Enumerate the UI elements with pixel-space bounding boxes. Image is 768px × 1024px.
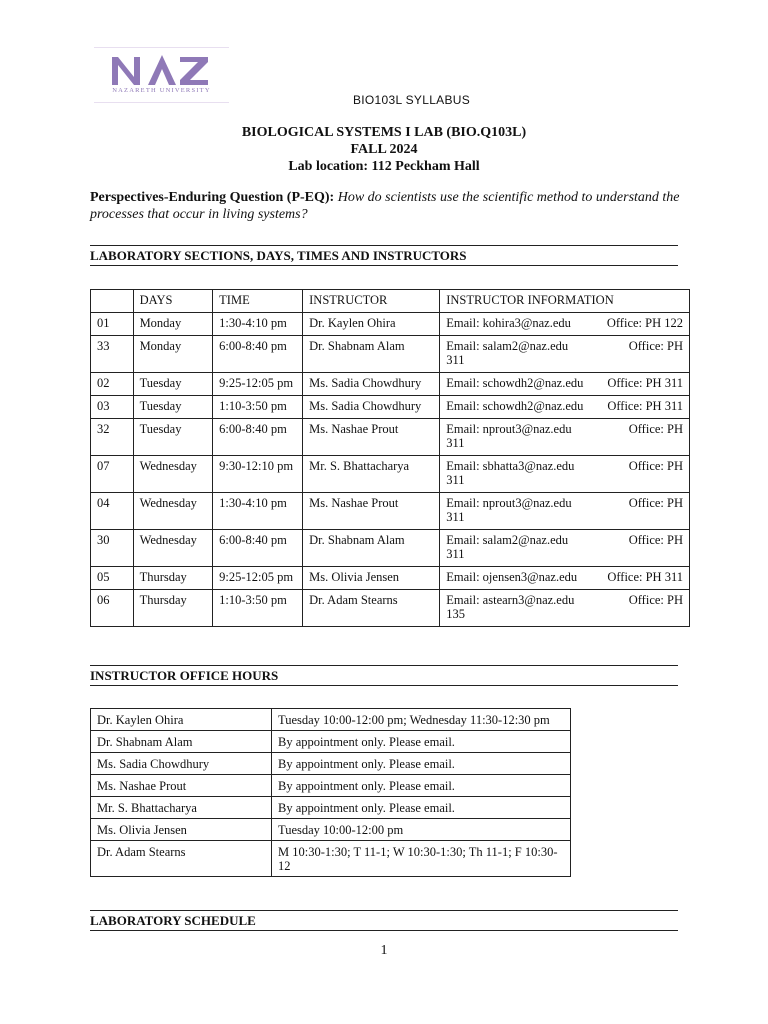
office-hours-cell: Tuesday 10:00-12:00 pm; Wednesday 11:30-12:30 pm [272,709,571,731]
day-cell: Thursday [133,567,213,590]
office-hours-row [91,841,571,877]
section-heading-lab-sections: LABORATORY SECTIONS, DAYS, TIMES AND INSTRUCTORS [90,245,678,266]
lab-sections-table [90,289,690,627]
office-hours-row [91,731,571,753]
email-text: Email: schowdh2@naz.edu [446,399,584,413]
instructor-name-cell: Ms. Sadia Chowdhury [91,753,272,775]
instructor-cell: Dr. Kaylen Ohira [303,313,440,336]
table-row [91,530,690,567]
instructor-cell: Dr. Shabnam Alam [303,336,440,373]
naz-logo-icon [112,55,212,85]
office-text: Office: PH [628,339,683,353]
instructor-info-cell [440,493,690,530]
instructor-info-cell [440,456,690,493]
instructor-info-cell [440,567,690,590]
instructor-cell: Ms. Sadia Chowdhury [303,396,440,419]
table-header-cell: INSTRUCTOR [303,290,440,313]
instructor-info-cell [440,373,690,396]
office-hours-cell: By appointment only. Please email. [272,731,571,753]
instructor-name-cell: Dr. Adam Stearns [91,841,272,877]
instructor-cell: Ms. Olivia Jensen [303,567,440,590]
office-room-text: 311 [446,436,465,450]
instructor-cell: Ms. Nashae Prout [303,419,440,456]
day-cell: Wednesday [133,530,213,567]
office-text: Office: PH [628,496,683,510]
instructor-name-cell: Dr. Kaylen Ohira [91,709,272,731]
office-text: Office: PH 122 [606,316,683,330]
section-number-cell: 01 [91,313,134,336]
office-hours-cell: M 10:30-1:30; T 11-1; W 10:30-1:30; Th 11-1; F 10:30-12 [272,841,571,877]
day-cell: Monday [133,313,213,336]
office-room-text: 311 [446,510,465,524]
instructor-cell: Ms. Nashae Prout [303,493,440,530]
table-row [91,396,690,419]
section-number-cell: 06 [91,590,134,627]
time-cell: 1:30-4:10 pm [213,313,303,336]
instructor-name-cell: Ms. Nashae Prout [91,775,272,797]
instructor-info-cell [440,590,690,627]
instructor-info-cell [440,313,690,336]
office-text: Office: PH 311 [607,570,683,584]
section-number-cell: 04 [91,493,134,530]
table-header-cell: TIME [213,290,303,313]
email-text: Email: astearn3@naz.edu [446,593,575,607]
email-text: Email: kohira3@naz.edu [446,316,571,330]
section-number-cell: 33 [91,336,134,373]
office-hours-row [91,819,571,841]
table-row [91,590,690,627]
section-number-cell: 05 [91,567,134,590]
email-text: Email: nprout3@naz.edu [446,496,572,510]
office-room-text: 311 [446,473,465,487]
instructor-name-cell: Dr. Shabnam Alam [91,731,272,753]
time-cell: 6:00-8:40 pm [213,336,303,373]
table-row [91,373,690,396]
syllabus-header: BIO103L SYLLABUS [352,93,471,107]
email-text: Email: ojensen3@naz.edu [446,570,578,584]
table-header-cell: DAYS [133,290,213,313]
email-text: Email: schowdh2@naz.edu [446,376,584,390]
day-cell: Tuesday [133,373,213,396]
peq-question: How do scientists use the scientific method to understand the processes that occur in living systems? [90,190,680,222]
term-line: FALL 2024 [350,142,418,157]
email-text: Email: salam2@naz.edu [446,533,569,547]
table-row [91,313,690,336]
email-text: Email: salam2@naz.edu [446,339,569,353]
table-header-row [91,290,690,313]
office-hours-table [90,708,571,877]
day-cell: Tuesday [133,396,213,419]
course-title [0,124,768,175]
time-cell: 1:10-3:50 pm [213,590,303,627]
section-number-cell: 07 [91,456,134,493]
lab-location-line: Lab location: 112 Peckham Hall [288,159,480,174]
instructor-name-cell: Ms. Olivia Jensen [91,819,272,841]
time-cell: 9:30-12:10 pm [213,456,303,493]
time-cell: 9:25-12:05 pm [213,373,303,396]
course-title-line: BIOLOGICAL SYSTEMS I LAB (BIO.Q103L) [241,125,527,140]
table-row [91,456,690,493]
time-cell: 1:30-4:10 pm [213,493,303,530]
office-room-text: 311 [446,547,465,561]
office-hours-row [91,797,571,819]
instructor-cell: Dr. Adam Stearns [303,590,440,627]
instructor-name-cell: Mr. S. Bhattacharya [91,797,272,819]
office-hours-cell: Tuesday 10:00-12:00 pm [272,819,571,841]
instructor-info-cell [440,419,690,456]
time-cell: 9:25-12:05 pm [213,567,303,590]
email-text: Email: sbhatta3@naz.edu [446,459,575,473]
office-text: Office: PH 311 [607,376,683,390]
office-hours-cell: By appointment only. Please email. [272,797,571,819]
email-text: Email: nprout3@naz.edu [446,422,572,436]
office-hours-row [91,775,571,797]
office-text: Office: PH [628,459,683,473]
section-number-cell: 02 [91,373,134,396]
instructor-cell: Mr. S. Bhattacharya [303,456,440,493]
office-text: Office: PH [628,422,683,436]
page-number: 1 [380,943,388,958]
table-header-cell [91,290,134,313]
section-number-cell: 30 [91,530,134,567]
table-header-cell: INSTRUCTOR INFORMATION [440,290,690,313]
section-heading-schedule: LABORATORY SCHEDULE [90,910,678,931]
day-cell: Monday [133,336,213,373]
office-hours-row [91,753,571,775]
office-hours-cell: By appointment only. Please email. [272,753,571,775]
instructor-cell: Dr. Shabnam Alam [303,530,440,567]
table-row [91,567,690,590]
day-cell: Thursday [133,590,213,627]
office-text: Office: PH 311 [607,399,683,413]
section-heading-office-hours: INSTRUCTOR OFFICE HOURS [90,665,678,686]
university-name: NAZARETH UNIVERSITY [112,87,211,94]
office-room-text: 135 [446,607,465,621]
office-text: Office: PH [628,533,683,547]
day-cell: Wednesday [133,493,213,530]
table-row [91,419,690,456]
time-cell: 1:10-3:50 pm [213,396,303,419]
time-cell: 6:00-8:40 pm [213,530,303,567]
perspectives-question [90,189,688,223]
office-hours-cell: By appointment only. Please email. [272,775,571,797]
office-room-text: 311 [446,353,465,367]
time-cell: 6:00-8:40 pm [213,419,303,456]
peq-label: Perspectives-Enduring Question (P-EQ): [90,190,335,205]
day-cell: Tuesday [133,419,213,456]
instructor-cell: Ms. Sadia Chowdhury [303,373,440,396]
office-hours-row [91,709,571,731]
table-row [91,493,690,530]
office-text: Office: PH [628,593,683,607]
day-cell: Wednesday [133,456,213,493]
section-number-cell: 03 [91,396,134,419]
instructor-info-cell [440,530,690,567]
section-number-cell: 32 [91,419,134,456]
instructor-info-cell [440,336,690,373]
instructor-info-cell [440,396,690,419]
table-row [91,336,690,373]
